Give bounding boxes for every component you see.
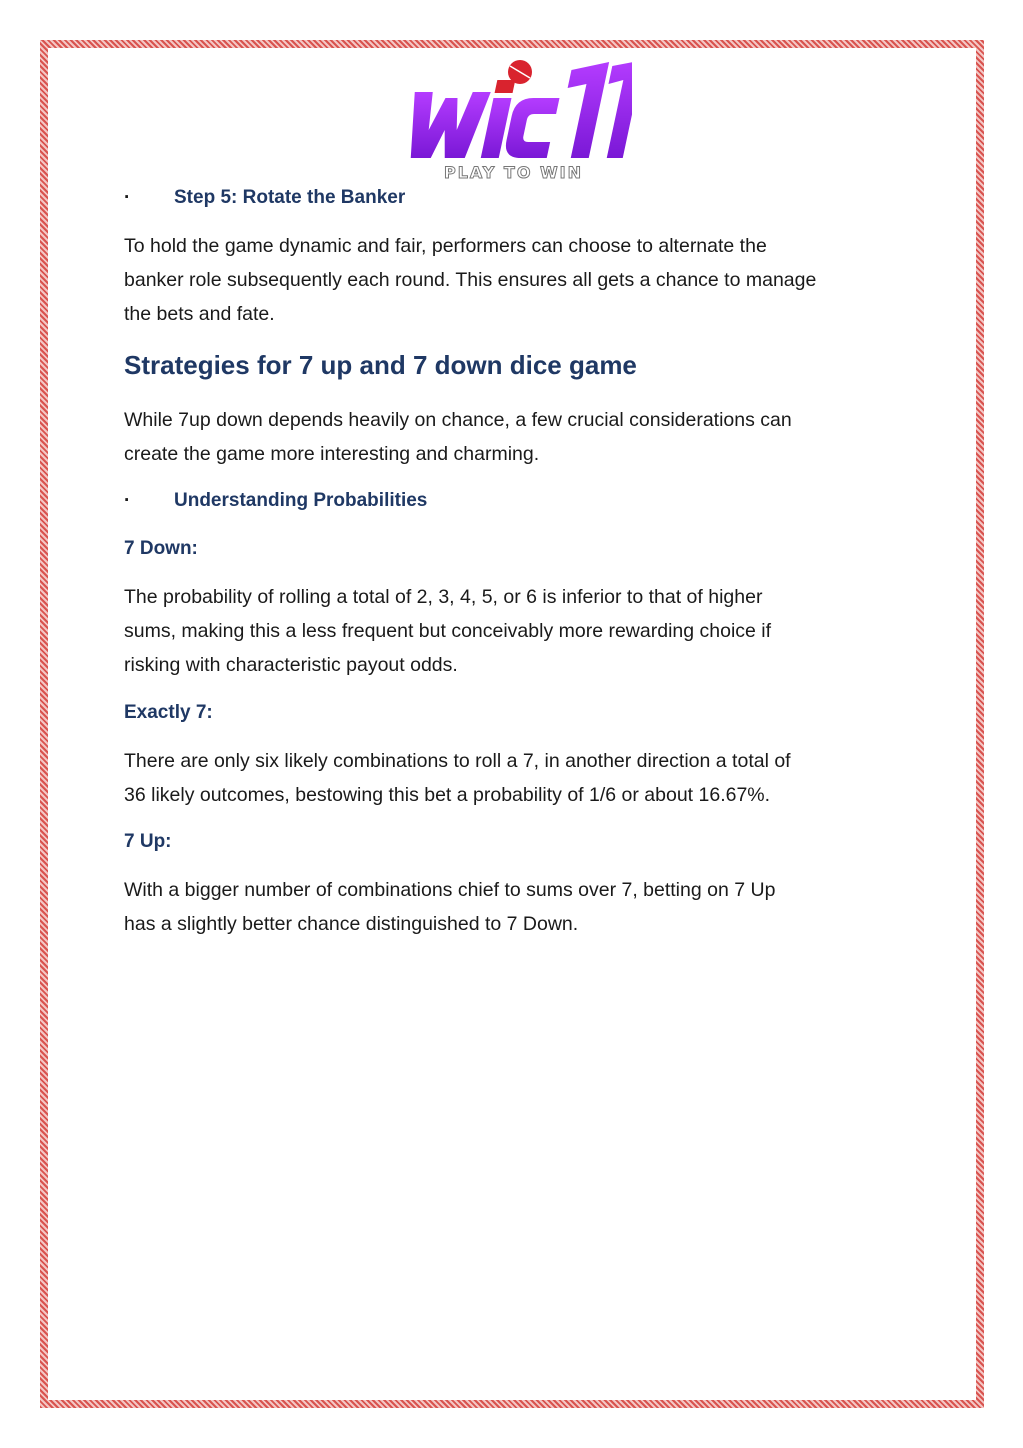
paragraph-line: There are only six likely combinations to roll a 7, in another direction a total of [124,750,791,772]
paragraph-line: risking with characteristic payout odds. [124,654,458,676]
seven-up-paragraph [124,873,904,941]
exactly-seven-paragraph [124,744,904,812]
logo-tagline: PLAY TO WIN [444,163,584,182]
seven-up-heading: 7 Up: [124,831,172,852]
wic11-logo [396,58,632,184]
strategies-paragraph [124,403,904,471]
probabilities-title: Understanding Probabilities [174,490,428,511]
paragraph-line: banker role subsequently each round. This ensures all gets a chance to manage [124,269,817,291]
seven-down-paragraph [124,580,904,682]
bullet-dot: · [124,490,131,511]
paragraph-line: sums, making this a less frequent but conceivably more rewarding choice if [124,620,772,642]
paragraph-line: With a bigger number of combinations chief to sums over 7, betting on 7 Up [124,879,776,901]
seven-down-heading: 7 Down: [124,538,198,559]
step5-title: Step 5: Rotate the Banker [174,187,406,208]
logo-graphic [396,58,632,184]
paragraph-line: the bets and fate. [124,303,275,325]
paragraph-line: While 7up down depends heavily on chance, a few crucial considerations can [124,409,792,431]
paragraph-line: The probability of rolling a total of 2, 3, 4, 5, or 6 is inferior to that of higher [124,586,763,608]
paragraph-line: To hold the game dynamic and fair, performers can choose to alternate the [124,235,767,257]
paragraph-line: create the game more interesting and charming. [124,443,540,465]
step5-paragraph [124,229,904,331]
bullet-dot: · [124,187,131,208]
paragraph-line: has a slightly better chance distinguished to 7 Down. [124,913,579,935]
exactly-seven-heading: Exactly 7: [124,702,213,723]
paragraph-line: 36 likely outcomes, bestowing this bet a probability of 1/6 or about 16.67%. [124,784,771,806]
strategies-heading: Strategies for 7 up and 7 down dice game [124,350,637,380]
